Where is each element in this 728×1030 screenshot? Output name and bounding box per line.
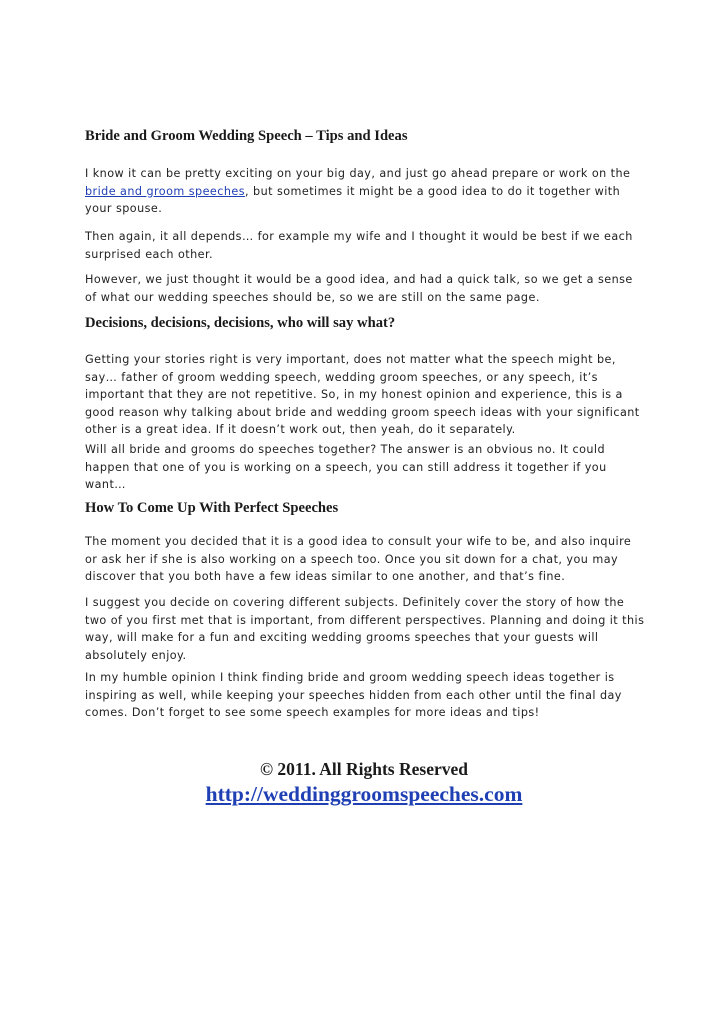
site-url-link[interactable]: http://weddinggroomspeeches.com xyxy=(205,782,523,806)
paragraph-line: good reason why talking about bride and wedding groom speech ideas with your significant xyxy=(85,405,640,419)
paragraph-5 xyxy=(85,441,645,494)
paragraph-4 xyxy=(85,351,645,439)
paragraph-line: inspiring as well, while keeping your speeches hidden from each other until the final day xyxy=(85,688,622,702)
intro-line-3: your spouse. xyxy=(85,202,163,215)
paragraph-line: say… father of groom wedding speech, wedding groom speeches, or any speech, it’s xyxy=(85,370,598,384)
paragraph-line: discover that you both have a few ideas similar to one another, and that’s fine. xyxy=(85,570,566,583)
paragraph-line: two of you first met that is important, from different perspectives. Planning and doing it this xyxy=(85,613,645,627)
paragraph-line: Will all bride and grooms do speeches together? The answer is an obvious no. It could xyxy=(85,443,606,456)
paragraph-line: Getting your stories right is very important, does not matter what the speech might be, xyxy=(85,353,616,366)
paragraph-line: However, we just thought it would be a good idea, and had a quick talk, so we get a sense xyxy=(85,273,633,286)
paragraph-line: want… xyxy=(85,478,126,491)
copyright-notice: © 2011. All Rights Reserved xyxy=(259,759,468,779)
section-heading-decisions: Decisions, decisions, decisions, who will say what? xyxy=(85,315,396,331)
paragraph-6 xyxy=(85,533,645,586)
intro-line-2 xyxy=(85,183,645,201)
paragraph-line: The moment you decided that it is a good idea to consult your wife to be, and also inquire xyxy=(85,535,632,548)
paragraph-line: of what our wedding speeches should be, so we are still on the same page. xyxy=(85,290,540,304)
paragraph-line: happen that one of you is working on a speech, you can still address it together if you xyxy=(85,460,607,474)
paragraph-3 xyxy=(85,271,645,306)
paragraph-line: other is a great idea. If it doesn’t work out, then yeah, do it separately. xyxy=(85,423,516,436)
paragraph-line: comes. Don’t forget to see some speech examples for more ideas and tips! xyxy=(85,706,540,719)
paragraph-line: Then again, it all depends… for example my wife and I thought it would be best if we each xyxy=(85,230,633,243)
section-heading-perfect-speeches: How To Come Up With Perfect Speeches xyxy=(85,500,339,516)
paragraph-2 xyxy=(85,228,645,263)
intro-line-1: I know it can be pretty exciting on your big day, and just go ahead prepare or work on the xyxy=(85,167,631,180)
site-url xyxy=(0,782,728,807)
paragraph-line: important that they are not repetitive. So, in my honest opinion and experience, this is a xyxy=(85,388,623,401)
paragraph-line: absolutely enjoy. xyxy=(85,648,187,662)
paragraph-7 xyxy=(85,594,645,664)
intro-paragraph xyxy=(85,165,645,218)
paragraph-line: I suggest you decide on covering different subjects. Definitely cover the story of how the xyxy=(85,596,625,609)
paragraph-line: way, will make for a fun and exciting wedding grooms speeches that your guests will xyxy=(85,631,599,644)
bride-groom-speeches-link[interactable]: bride and groom speeches xyxy=(85,184,246,198)
paragraph-line: surprised each other. xyxy=(85,247,214,261)
document-title: Bride and Groom Wedding Speech – Tips and Ideas xyxy=(85,128,408,144)
paragraph-line: In my humble opinion I think finding bride and groom wedding speech ideas together is xyxy=(85,671,615,684)
paragraph-8 xyxy=(85,669,645,722)
intro-line-2-rest: , but sometimes it might be a good idea to do it together with xyxy=(245,184,621,198)
paragraph-line: or ask her if she is also working on a speech too. Once you sit down for a chat, you may xyxy=(85,552,619,566)
